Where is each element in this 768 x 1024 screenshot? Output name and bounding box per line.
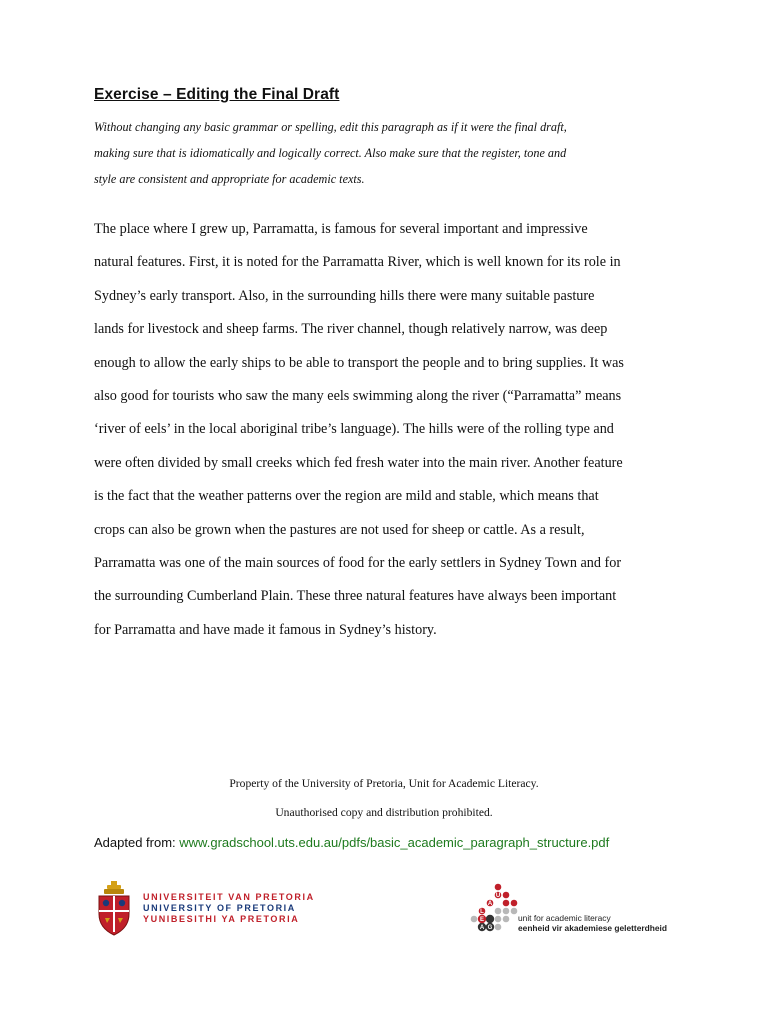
paragraph-line: were often divided by small creeks which fed fresh water into the main river. Another feature [94,454,623,471]
paragraph-line: also good for tourists who saw the many eels swimming along the river (“Parramatta” means [94,388,622,405]
paragraph-line: crops can also be grown when the pastures are not used for sheep or cattle. As a result, [94,521,585,538]
source-link[interactable]: www.gradschool.uts.edu.au/pdfs/basic_academic_paragraph_structure.pdf [179,835,610,850]
instruction-line: Without changing any basic grammar or spelling, edit this paragraph as if it were the final draft, [94,120,567,134]
dot-grid-icon [450,882,520,936]
logo-line-english: UNIVERSITY OF PRETORIA [143,903,296,913]
exercise-title: Exercise – Editing the Final Draft [94,86,340,103]
crest-icon [96,880,132,938]
university-of-pretoria-logo [96,880,316,938]
logo-line-afrikaans: UNIVERSITEIT VAN PRETORIA [143,892,315,902]
adapted-from [94,835,609,850]
university-names [143,892,315,925]
unit-for-academic-literacy-logo [450,882,680,936]
paragraph-line: ‘river of eels’ in the local aboriginal tribe’s language). The hills were of the rolling type and [94,421,614,438]
ual-letter-l: L [480,909,484,915]
ual-letter-u: U [495,893,501,899]
paragraph-line: the surrounding Cumberland Plain. These three natural features have always been important [94,588,617,605]
logo-line-sepedi: YUNIBESITHI YA PRETORIA [143,914,300,924]
paragraph-line: The place where I grew up, Parramatta, is famous for several important and impressive [94,221,588,237]
ual-letter-e: E [479,917,485,923]
paragraph-line: for Parramatta and have made it famous in Sydney’s history. [94,621,437,638]
paragraph-line: is the fact that the weather patterns over the region are mild and stable, which means that [94,488,599,505]
instruction-line: making sure that is idiomatically and logically correct. Also make sure that the register, tone and [94,146,567,160]
ual-names [518,913,667,933]
adapted-label: Adapted from: [94,835,176,850]
paragraph-line: Parramatta was one of the main sources of food for the early settlers in Sydney Town and for [94,555,622,572]
ual-letter-g: G [487,925,493,931]
ual-line-afrikaans: eenheid vir akademiese geletterdheid [518,923,667,933]
paragraph-line: lands for livestock and sheep farms. The river channel, though relatively narrow, was deep [94,321,608,338]
paragraph-line: natural features. First, it is noted for the Parramatta River, which is well known for its role in [94,254,621,271]
ual-letter-a2: A [479,925,485,931]
property-notice: Property of the University of Pretoria, Unit for Academic Literacy. [229,777,539,790]
ual-line-english: unit for academic literacy [518,913,611,923]
exercise-instructions [94,114,684,192]
copyright-notice: Unauthorised copy and distribution prohibited. [275,806,493,819]
paragraph-line: Sydney’s early transport. Also, in the surrounding hills there were many suitable pasture [94,287,595,304]
instruction-line: style are consistent and appropriate for academic texts. [94,172,365,186]
ual-letter-a: A [487,901,493,907]
body-paragraph [94,213,694,647]
paragraph-line: enough to allow the early ships to be able to transport the people and to bring supplies. It was [94,354,624,371]
